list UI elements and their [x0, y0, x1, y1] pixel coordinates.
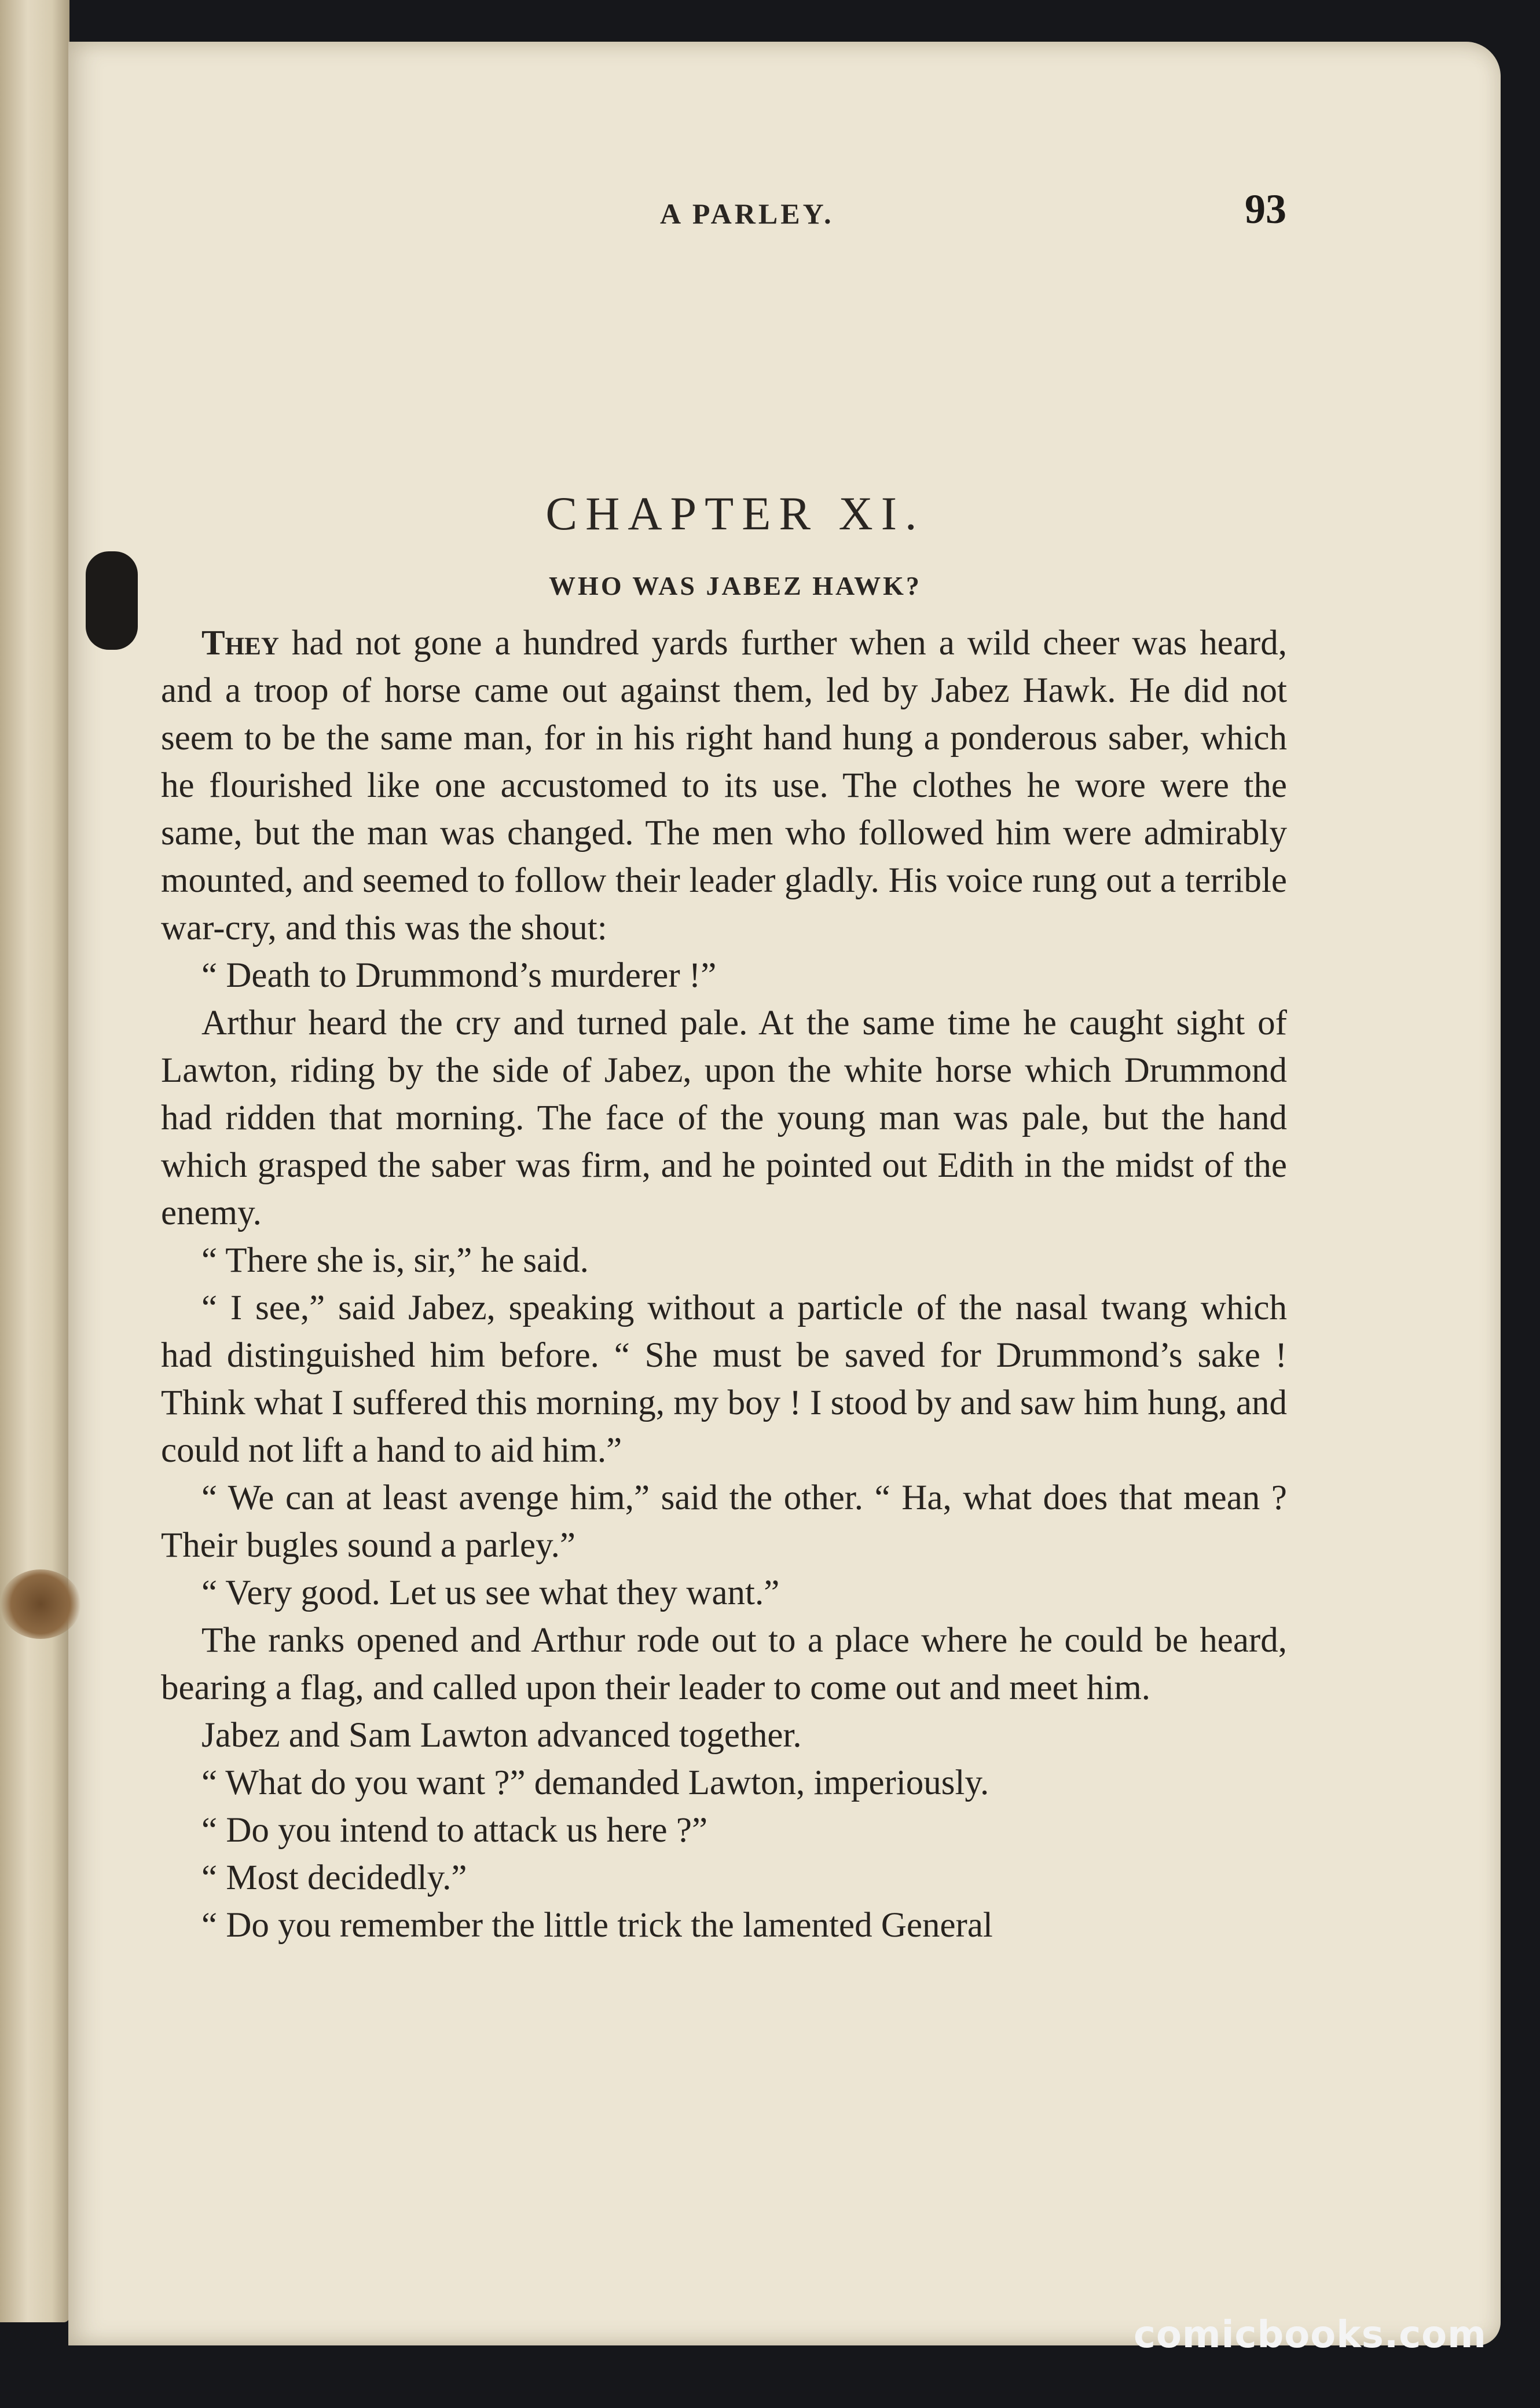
- paragraph: Arthur heard the cry and turned pale. At the same time he caught sight of Lawton, riding by the side of Jabez, upon the white horse which Drummond had ridden that morning. The face of the young man was pale, but the hand which grasped the saber was firm, and he pointed out Edith in the midst of the enemy.: [161, 1004, 1287, 1232]
- paragraph-text: had not gone a hundred yards further when a wild cheer was heard, and a troop of horse came out against them, led by Jabez Hawk. He did not seem to be the same man, for in his right hand hung a ponderous saber, which he flourished like one accustomed to its use. The clothes he wore were the same, but the man was changed. The men who followed him were admirably mounted, and seemed to follow their leader gladly. His voice rung out a terrible war-cry, and this was the shout:: [161, 624, 1287, 947]
- paragraph: Jabez and Sam Lawton advanced together.: [201, 1716, 802, 1755]
- paragraph: “ Do you intend to attack us here ?”: [201, 1811, 708, 1850]
- paragraph: “ I see,” said Jabez, speaking without a particle of the nasal twang which had distinguished him before. “ She must be saved for Drummond’s sake ! Think what I suffered this morning, my boy ! I stood by and saw him hung, and could not lift a hand to aid him.”: [161, 1289, 1287, 1470]
- lead-word: They: [201, 624, 279, 663]
- paragraph: “ What do you want ?” demanded Lawton, imperiously.: [201, 1763, 989, 1802]
- page-number: 93: [1245, 186, 1286, 232]
- paragraph: “ Death to Drummond’s murderer !”: [201, 956, 717, 995]
- paragraph: “ Most decidedly.”: [201, 1858, 467, 1897]
- paragraph: “ Very good. Let us see what they want.”: [201, 1573, 780, 1612]
- paragraph: The ranks opened and Arthur rode out to a place where he could be heard, bearing a flag, and called upon their leader to come out and meet him.: [161, 1621, 1287, 1707]
- chapter-title: CHAPTER XI.: [545, 487, 925, 540]
- chapter-subtitle: WHO WAS JABEZ HAWK?: [549, 571, 922, 601]
- running-head: A PARLEY.: [660, 197, 834, 230]
- paper-stain: [0, 1569, 81, 1639]
- body-text: [161, 620, 1287, 1949]
- book-spine-edge: [0, 0, 69, 2322]
- paragraph: “ We can at least avenge him,” said the other. “ Ha, what does that mean ? Their bugles sound a parley.”: [161, 1479, 1287, 1565]
- paragraph: [161, 620, 1287, 952]
- paragraph: “ Do you remember the little trick the lamented General: [201, 1906, 993, 1945]
- paragraph: “ There she is, sir,” he said.: [201, 1241, 589, 1280]
- watermark: comicbooks.com: [1134, 2314, 1487, 2356]
